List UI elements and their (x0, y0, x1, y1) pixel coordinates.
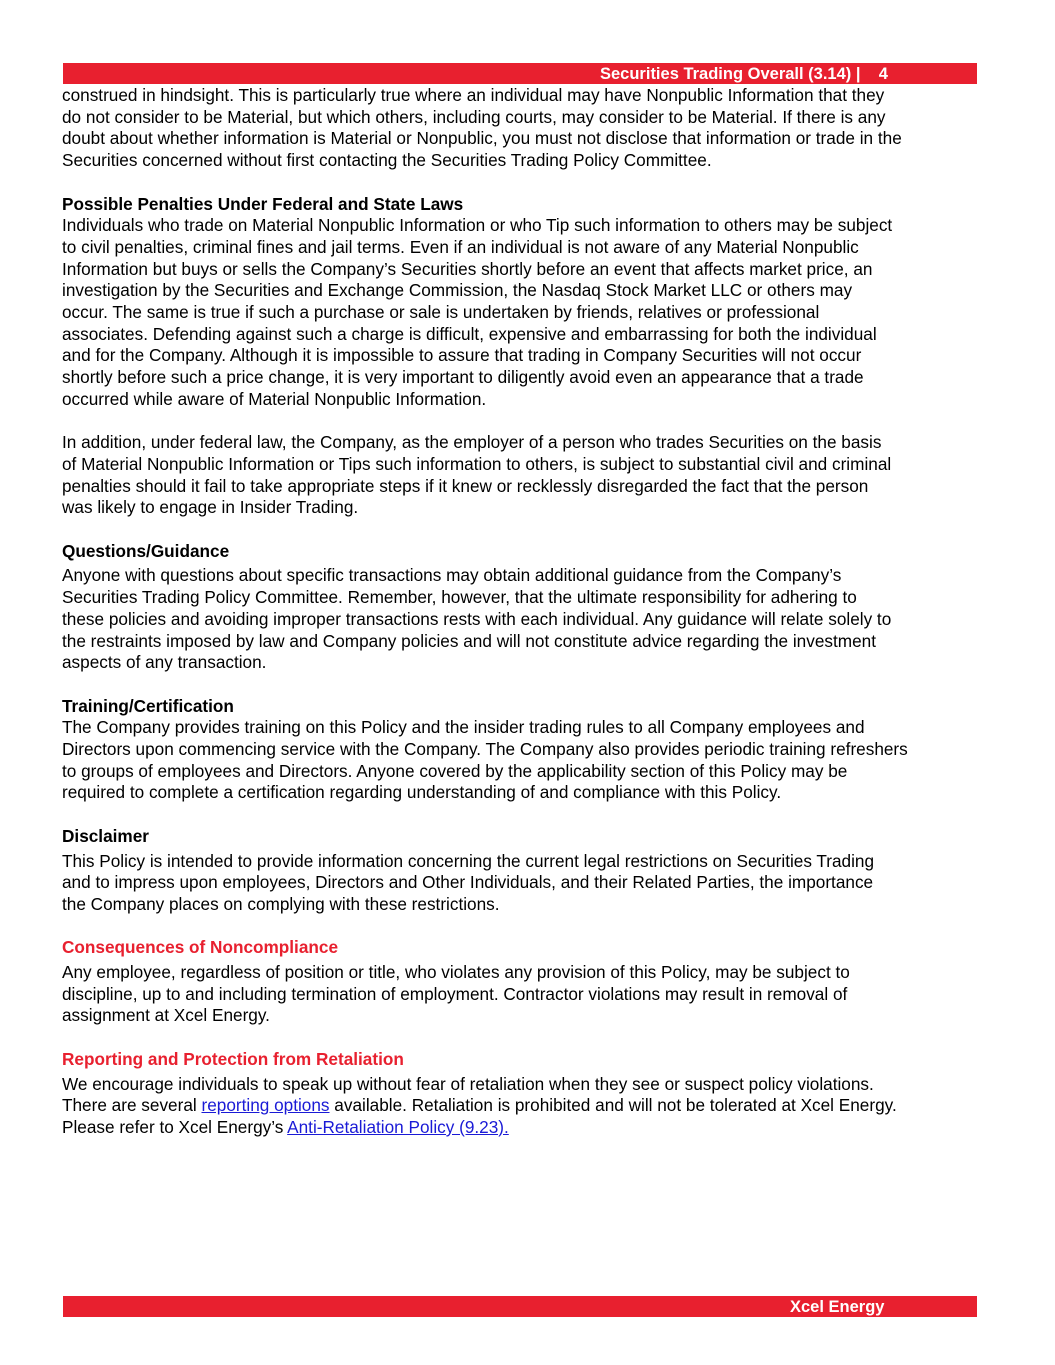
text-line: associates. Defending against such a charge is difficult, expensive and embarrassing for both the individual (62, 323, 877, 344)
text-fragment: Please refer to Xcel Energy’s (62, 1116, 288, 1137)
text-line: to groups of employees and Directors. Anyone covered by the applicability section of this Policy may be (62, 760, 848, 781)
questions-section (62, 541, 1002, 674)
text-line: and for the Company. Although it is impossible to assure that trading in Company Securities will not occur (62, 345, 862, 366)
header-bar (63, 63, 977, 84)
intro-paragraph (62, 85, 1002, 172)
anti-retaliation-policy-link[interactable]: Anti-Retaliation Policy (9.23). (287, 1116, 509, 1137)
text-line: We encourage individuals to speak up without fear of retaliation when they see or suspect policy violations. (62, 1073, 874, 1094)
text-line: Information but buys or sells the Company’s Securities shortly before an event that affects market price, an (62, 258, 873, 279)
text-line: do not consider to be Material, but which others, including courts, may consider to be Material. If there is any (62, 106, 886, 127)
text-line: Individuals who trade on Material Nonpublic Information or who Tip such information to others may be subject (62, 215, 893, 236)
section-heading: Reporting and Protection from Retaliation (62, 1048, 404, 1069)
text-line: to civil penalties, criminal fines and jail terms. Even if an individual is not aware of any Material Nonpublic (62, 236, 859, 257)
text-line (62, 1095, 1002, 1117)
text-line: In addition, under federal law, the Company, as the employer of a person who trades Securities on the basis (62, 432, 882, 453)
text-line (62, 1117, 1002, 1139)
text-line: construed in hindsight. This is particularly true where an individual may have Nonpublic Information that they (62, 85, 885, 105)
text-fragment: available. Retaliation is prohibited and will not be tolerated at Xcel Energy. (329, 1095, 897, 1116)
consequences-section (62, 937, 1002, 1027)
text-line: Any employee, regardless of position or title, who violates any provision of this Policy, may be subject to (62, 962, 850, 983)
reporting-options-link[interactable]: reporting options (201, 1095, 330, 1116)
footer-brand: Xcel Energy (790, 1298, 885, 1316)
text-line: the Company places on complying with these restrictions. (62, 893, 500, 914)
penalties-section (62, 194, 1002, 520)
text-line: occurred while aware of Material Nonpublic Information. (62, 388, 487, 409)
text-line: shortly before such a price change, it is very important to diligently avoid even an appearance that a trade (62, 367, 864, 388)
text-line: Securities Trading Policy Committee. Remember, however, that the ultimate responsibility for adhering to (62, 587, 857, 608)
text-line: discipline, up to and including termination of employment. Contractor violations may result in removal of (62, 983, 848, 1004)
text-line: assignment at Xcel Energy. (62, 1005, 270, 1026)
section-heading: Questions/Guidance (62, 540, 230, 561)
header-title: Securities Trading Overall (3.14) | 4 (600, 65, 888, 83)
text-line: of Material Nonpublic Information or Tips such information to others, is subject to substantial civil and criminal (62, 453, 892, 474)
footer-bar (63, 1296, 977, 1317)
text-line: The Company provides training on this Policy and the insider trading rules to all Company employees and (62, 717, 865, 738)
training-section (62, 696, 1002, 805)
reporting-section (62, 1049, 1002, 1139)
text-line: Securities concerned without first contacting the Securities Trading Policy Committee. (62, 150, 712, 171)
text-line: Directors upon commencing service with the Company. The Company also provides periodic training refreshers (62, 739, 908, 760)
section-heading: Consequences of Noncompliance (62, 937, 339, 958)
text-line: and to impress upon employees, Directors and Other Individuals, and their Related Parties, the importance (62, 872, 874, 893)
section-heading: Possible Penalties Under Federal and State Laws (62, 193, 464, 214)
text-line: Anyone with questions about specific transactions may obtain additional guidance from the Company’s (62, 565, 842, 586)
text-line: investigation by the Securities and Exchange Commission, the Nasdaq Stock Market LLC or others may (62, 280, 853, 301)
text-line: doubt about whether information is Material or Nonpublic, you must not disclose that information or trade in the (62, 128, 902, 149)
document-body (62, 85, 1002, 1139)
disclaimer-section (62, 826, 1002, 916)
text-fragment: There are several (62, 1095, 202, 1116)
text-line: these policies and avoiding improper transactions rests with each individual. Any guidance will relate solely to (62, 608, 892, 629)
text-line: occur. The same is true if such a purchase or sale is undertaken by friends, relatives or professional (62, 302, 820, 323)
text-line: penalties should it fail to take appropriate steps if it knew or recklessly disregarded the fact that the person (62, 475, 869, 496)
section-heading: Training/Certification (62, 695, 234, 716)
text-line: required to complete a certification regarding understanding of and compliance with this Policy. (62, 782, 782, 803)
text-line: aspects of any transaction. (62, 652, 267, 673)
text-line: This Policy is intended to provide information concerning the current legal restrictions on Securities Trading (62, 850, 875, 871)
text-line: was likely to engage in Insider Trading. (62, 497, 359, 518)
text-line: the restraints imposed by law and Company policies and will not constitute advice regarding the investment (62, 630, 876, 651)
section-heading: Disclaimer (62, 825, 149, 846)
